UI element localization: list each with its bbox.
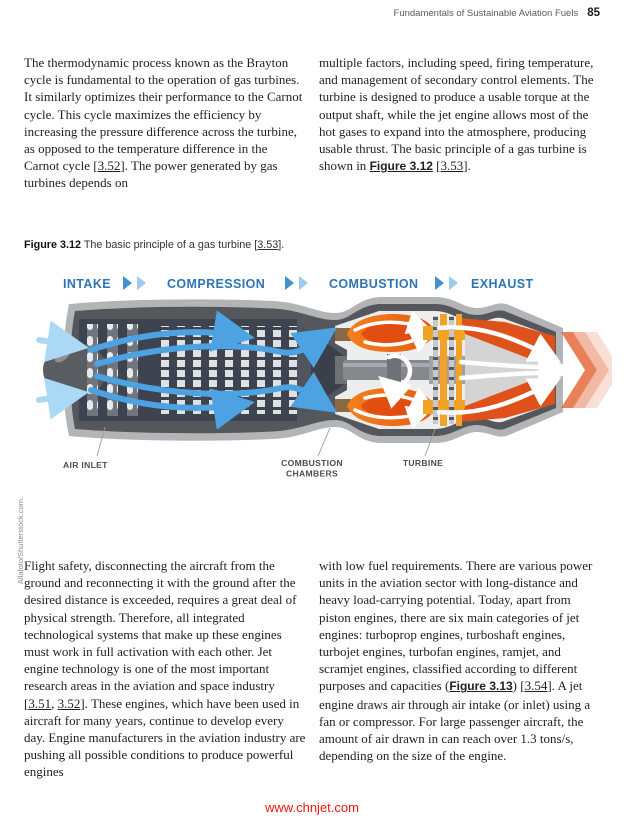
image-attribution: Allafoto/Shutterstock.com. xyxy=(16,496,25,584)
paragraph: multiple factors, including speed, firing temperature, and management of secondary control elements. The turbine is designed to produce a usable torque at the output shaft, while the jet engine allows most of the hot gases to expand into the atmosphere, producing usable thrust. The basic principle of a gas turbine is shown in Figure 3.12 [3.53]. xyxy=(319,55,594,174)
stage-intake-label: INTAKE xyxy=(63,277,111,291)
combustion-chambers-label-line2: CHAMBERS xyxy=(285,468,339,479)
figure-reference-link[interactable]: Figure 3.12 xyxy=(369,159,433,174)
text-segment: Figure 3.12 xyxy=(24,239,82,251)
stage-compression-label: COMPRESSION xyxy=(167,277,266,291)
paragraph: Flight safety, disconnecting the aircraft from the ground and reconnecting it with the ground after the desired distance is exceeded, requires a great deal of physical strength. Therefore, all integrated technological systems that make up these engines must work in full activation with each other. Jet engine technology is one of the most important research areas in the aviation and space industry [3.51, 3.52]. These engines, which have been used in aircraft for many years, continue to develop every day. Engine manufacturers in the aviation industry are pushing all possible conditions to produce powerful engines xyxy=(24,558,306,780)
gas-turbine-figure xyxy=(12,270,612,584)
stage-exhaust-label: EXHAUST xyxy=(471,277,534,291)
left-column xyxy=(24,54,306,192)
bottom-text-columns xyxy=(24,557,601,781)
stage-combustion-label: COMBUSTION xyxy=(329,277,419,291)
right-column xyxy=(319,54,601,192)
compressor-blade-rows xyxy=(161,326,297,414)
chevron-right-icon xyxy=(123,276,132,290)
stage-bar xyxy=(63,276,534,291)
air-inlet-label: AIR INLET xyxy=(63,460,108,470)
chevron-right-icon xyxy=(435,276,444,290)
page-number: 85 xyxy=(587,7,600,19)
combustion-chambers-label-line1: COMBUSTION xyxy=(281,458,343,468)
citation-link[interactable]: 3.52 xyxy=(57,695,81,711)
left-column xyxy=(24,557,306,781)
citation-link[interactable]: 3.54 xyxy=(524,678,548,694)
citation-link[interactable]: 3.53 xyxy=(257,239,279,251)
chevron-right-icon xyxy=(299,276,308,290)
figure-caption: Figure 3.12 The basic principle of a gas turbine [3.53]. xyxy=(24,239,285,251)
paragraph: The thermodynamic process known as the Brayton cycle is fundamental to the operation of gas turbines. It similarly optimizes their performance to the Carnot cycle. This cycle maximizes the efficiency by increasing the pressure difference across the turbine, as opposed to the temperature difference in the Carnot cycle [3.52]. The power generated by gas turbines depends on xyxy=(24,55,303,191)
citation-link[interactable]: 3.52 xyxy=(97,158,121,174)
exhaust-plume xyxy=(561,332,612,408)
turbine-label: TURBINE xyxy=(402,458,444,468)
chevron-right-icon xyxy=(137,276,146,290)
paragraph: with low fuel requirements. There are various power units in the aviation sector with long-distance and heavy load-carrying potential. Today, apart from piston engines, there are six main categories of jet engines: turboprop engines, turboshaft engines, turbojet engines, turbofan engines, ramjet, and scramjet engines, classified according to different purposes and capacities (Figure 3.13) [3.54]. A jet engine draws air through air intake (or inlet) using a fan or compressor. For large passenger aircraft, the amount of air drawn in can reach over 1.3 tons/s, depending on the size of the engine. xyxy=(319,558,593,764)
turbine-stage xyxy=(429,314,465,426)
top-text-columns xyxy=(24,54,601,192)
right-column xyxy=(319,557,601,781)
chevron-right-icon xyxy=(449,276,458,290)
citation-link[interactable]: 3.51 xyxy=(28,695,52,711)
citation-link[interactable]: 3.53 xyxy=(440,158,464,174)
watermark: www.chnjet.com xyxy=(265,800,359,815)
chevron-right-icon xyxy=(285,276,294,290)
gas-turbine-diagram xyxy=(35,270,612,488)
engine-cross-section xyxy=(39,297,612,443)
page-header xyxy=(394,7,600,19)
figure-reference-link[interactable]: Figure 3.13 xyxy=(449,679,513,694)
running-head: Fundamentals of Sustainable Aviation Fuels xyxy=(393,8,579,19)
